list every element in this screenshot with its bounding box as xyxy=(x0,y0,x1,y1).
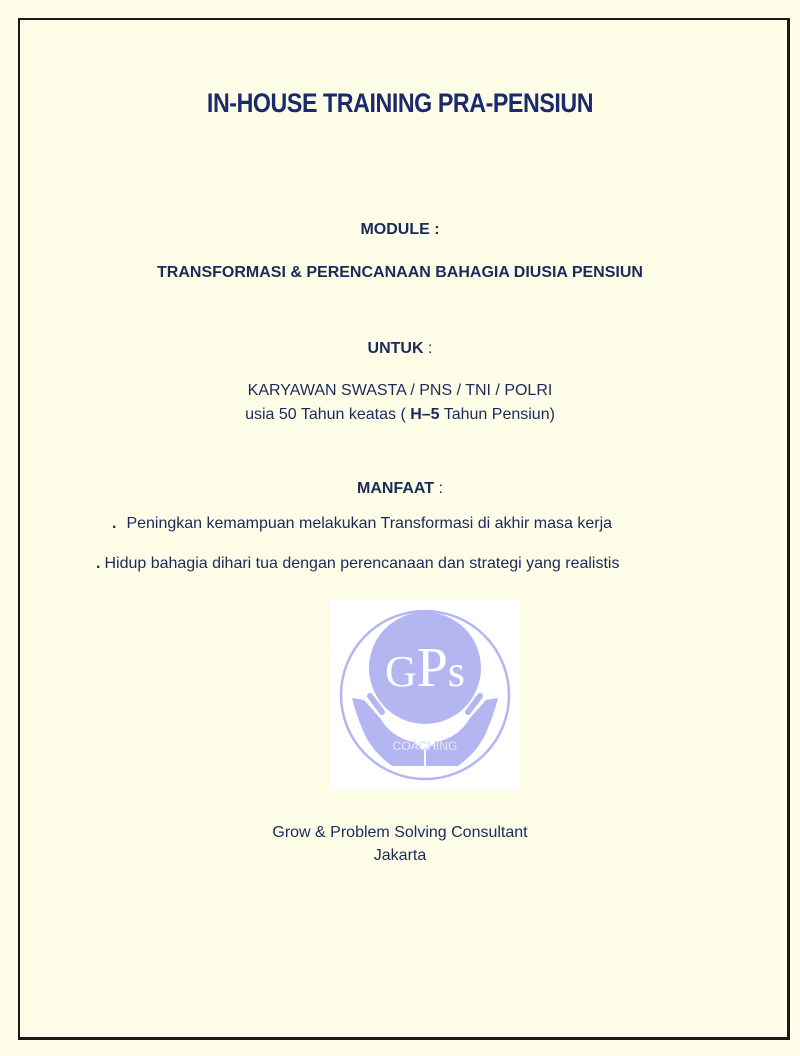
untuk-heading xyxy=(0,340,800,358)
untuk-colon: : xyxy=(423,340,433,357)
benefit-text: Hidup bahagia dihari tua dengan perencanaan dan strategi yang realistis xyxy=(104,555,620,572)
bullet-dot: . xyxy=(112,515,117,532)
age-requirement xyxy=(0,406,800,424)
page-title: IN-HOUSE TRAINING PRA-PENSIUN xyxy=(206,88,594,118)
manfaat-colon: : xyxy=(434,480,443,497)
company-city: Jakarta xyxy=(373,847,427,864)
benefit-item xyxy=(112,515,612,533)
manfaat-heading xyxy=(0,480,800,498)
logo-subtitle: COACHING xyxy=(392,739,458,753)
age-text-post: Tahun Pensiun) xyxy=(439,406,555,423)
logo-monogram: GPs xyxy=(384,637,466,699)
age-text-pre: usia 50 Tahun keatas ( xyxy=(245,406,411,423)
benefit-item xyxy=(96,555,619,573)
company-name: Grow & Problem Solving Consultant xyxy=(272,824,528,841)
gps-coaching-logo-svg xyxy=(330,600,520,790)
benefit-text: Peningkan kemampuan melakukan Transformasi di akhir masa kerja xyxy=(126,515,613,532)
module-title: TRANSFORMASI & PERENCANAAN BAHAGIA DIUSIA PENSIUN xyxy=(157,264,643,281)
untuk-label: UNTUK xyxy=(367,340,424,357)
module-label: MODULE : xyxy=(360,221,440,238)
age-text-bold: H–5 xyxy=(410,406,440,423)
target-audience: KARYAWAN SWASTA / PNS / TNI / POLRI xyxy=(247,382,553,399)
manfaat-label: MANFAAT xyxy=(357,480,435,497)
bullet-dot: . xyxy=(96,555,101,572)
gps-coaching-logo xyxy=(330,600,520,790)
